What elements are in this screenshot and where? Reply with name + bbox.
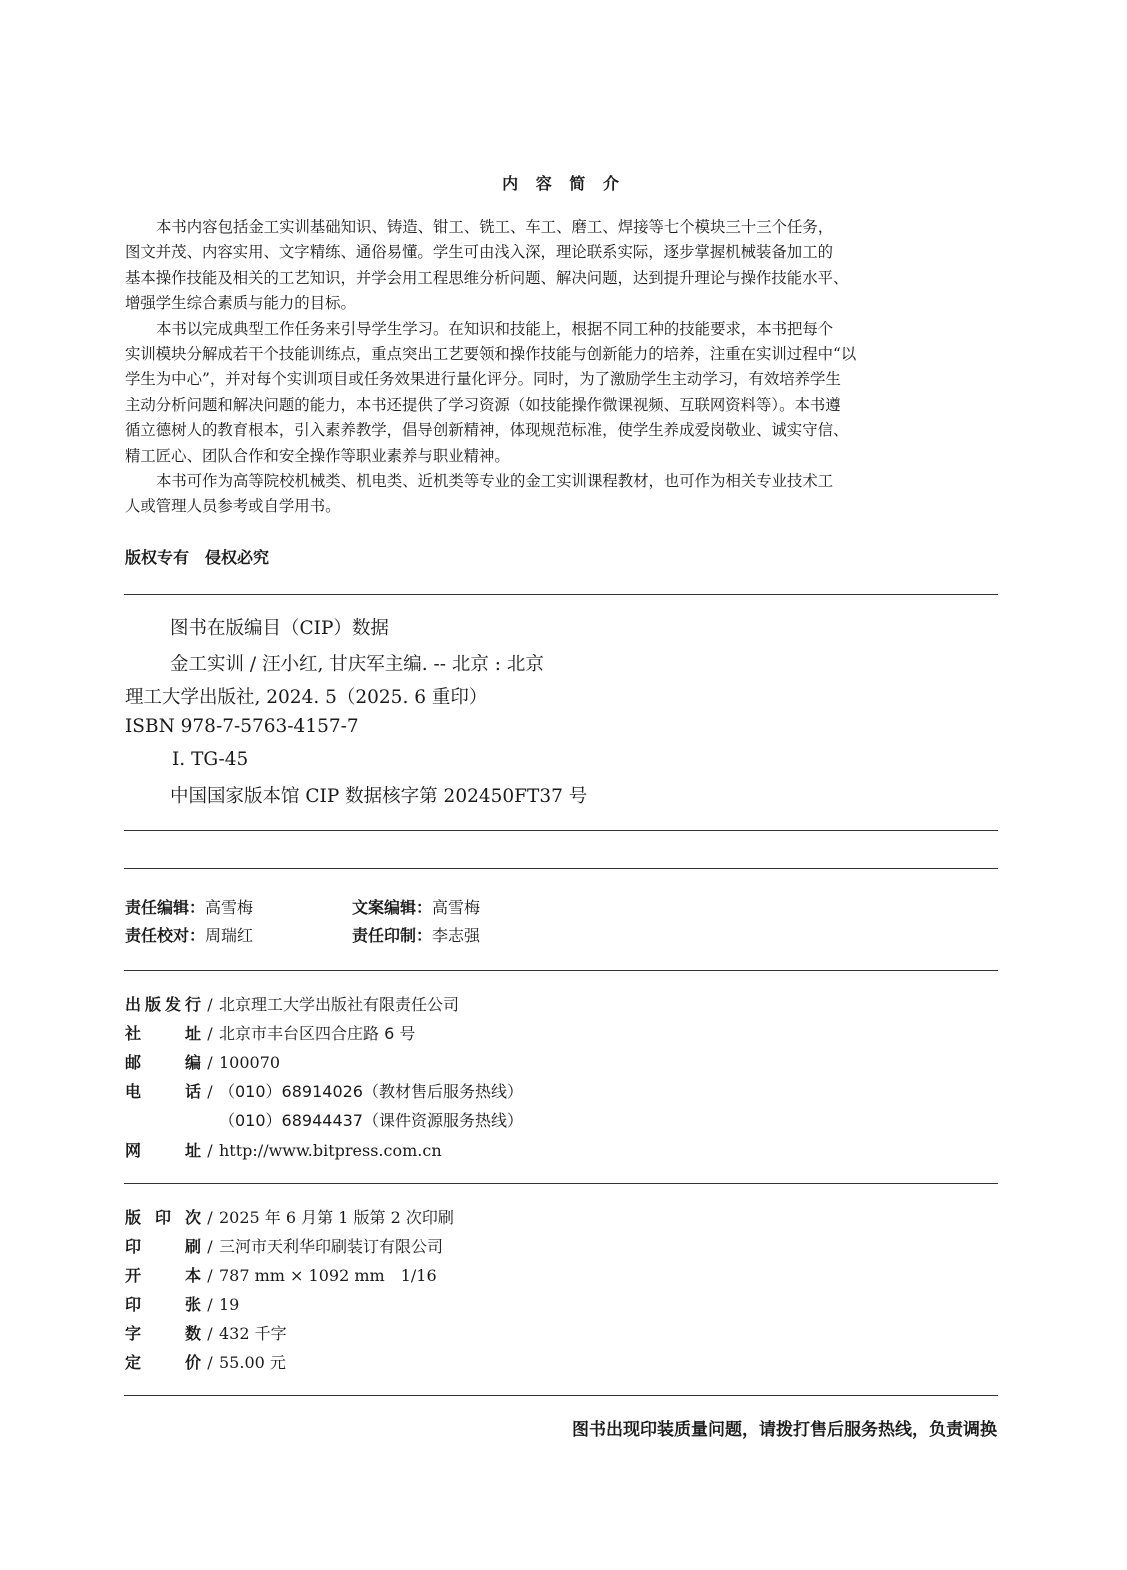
summary-line: 实训模块分解成若干个技能训练点，重点突出工艺要领和操作技能与创新能力的培养，注重在实训过程中“以 [125, 345, 857, 364]
copy-editor-value: 高雪梅 [432, 898, 481, 917]
cip-entry: 金工实训 / 汪小红, 甘庆军主编. -- 北京 : 北京 [170, 654, 544, 675]
print-supervisor-value: 李志强 [432, 926, 481, 945]
summary-line: 主动分析问题和解决问题的能力，本书还提供了学习资源（如技能操作微课视频、互联网资料等）。本书遵 [125, 395, 841, 414]
price-value: 55.00 元 [219, 1353, 286, 1372]
printer-label: 印刷 [125, 1237, 201, 1256]
separator: / [207, 1353, 213, 1372]
quality-notice: 图书出现印装质量问题，请拨打售后服务热线，负责调换 [572, 1420, 997, 1440]
cip-entry-continued: 理工大学出版社, 2024. 5（2025. 6 重印） [125, 687, 488, 708]
summary-line: 图文并茂、内容实用、文字精练、通俗易懂。学生可由浅入深，理论联系实际，逐步掌握机械装备加工的 [125, 243, 833, 262]
copy-editor-label: 文案编辑： [352, 898, 433, 917]
sheets-value: 19 [219, 1295, 240, 1314]
separator: / [207, 1295, 213, 1314]
separator: / [207, 1141, 213, 1160]
edition-label: 版印次 [125, 1208, 201, 1227]
separator: / [207, 1208, 213, 1227]
postcode-value: 100070 [219, 1053, 281, 1072]
responsible-editor [125, 895, 253, 918]
separator: / [207, 1053, 213, 1072]
address-row [125, 1021, 415, 1045]
format-label: 开本 [125, 1266, 201, 1285]
words-label: 字数 [125, 1324, 201, 1343]
divider [124, 868, 998, 869]
proofreader-label: 责任校对： [125, 926, 206, 945]
summary-paragraphs [125, 215, 997, 520]
summary-line: 增强学生综合素质与能力的目标。 [125, 294, 356, 313]
summary-line: 循立德树人的教育根本，引入素养教学，倡导创新精神，体现规范标准，使学生养成爱岗敬业、诚实守信、 [125, 421, 849, 440]
divider [124, 830, 998, 831]
address-value: 北京市丰台区四合庄路 6 号 [219, 1024, 416, 1043]
postcode-label: 邮编 [125, 1053, 201, 1072]
separator: / [207, 1082, 213, 1101]
section-title: 内 容 简 介 [502, 174, 625, 193]
website-value: http://www.bitpress.com.cn [219, 1141, 442, 1160]
cip-record-number: 中国国家版本馆 CIP 数据核字第 202450FT37 号 [170, 786, 588, 807]
printer-value: 三河市天利华印刷装订有限公司 [219, 1237, 444, 1256]
publisher-label: 出版发行 [125, 995, 201, 1014]
address-label: 社址 [125, 1024, 201, 1043]
separator: / [207, 1324, 213, 1343]
divider [124, 1395, 998, 1396]
divider [124, 594, 998, 595]
proofreader [125, 923, 253, 946]
phone-label: 电话 [125, 1082, 201, 1101]
separator: / [207, 1024, 213, 1043]
print-supervisor [352, 923, 480, 946]
format-row [125, 1263, 437, 1287]
summary-line: 学生为中心”，并对每个实训项目或任务效果进行量化评分。同时，为了激励学生主动学习，有效培养学生 [125, 370, 841, 389]
publisher-row [125, 992, 459, 1016]
divider [124, 1183, 998, 1184]
sheets-label: 印张 [125, 1295, 201, 1314]
summary-line: 精工匠心、团队合作和安全操作等职业素养与职业精神。 [125, 446, 510, 465]
printer-row [125, 1234, 443, 1258]
summary-line: 人或管理人员参考或自学用书。 [125, 497, 341, 516]
sheets-row [125, 1292, 239, 1316]
summary-line: 本书以完成典型工作任务来引导学生学习。在知识和技能上，根据不同工种的技能要求，本书把每个 [156, 319, 834, 338]
price-row [125, 1350, 286, 1374]
publisher-value: 北京理工大学出版社有限责任公司 [219, 995, 460, 1014]
separator: / [207, 995, 213, 1014]
proofreader-value: 周瑞红 [205, 926, 254, 945]
edition-row [125, 1205, 454, 1229]
separator: / [207, 1237, 213, 1256]
website-row [125, 1138, 442, 1162]
website-label: 网址 [125, 1141, 201, 1160]
edition-value: 2025 年 6 月第 1 版第 2 次印刷 [219, 1208, 454, 1227]
cip-isbn: ISBN 978-7-5763-4157-7 [125, 716, 359, 737]
phone-value-2: （010）68944437（课件资源服务热线） [219, 1111, 523, 1130]
summary-line: 基本操作技能及相关的工艺知识，并学会用工程思维分析问题、解决问题，达到提升理论与操作技能水平、 [125, 268, 849, 287]
divider [124, 970, 998, 971]
print-supervisor-label: 责任印制： [352, 926, 433, 945]
words-value: 432 千字 [219, 1324, 287, 1343]
words-row [125, 1321, 287, 1345]
separator: / [207, 1266, 213, 1285]
responsible-editor-label: 责任编辑： [125, 898, 206, 917]
phone-row-2 [125, 1108, 523, 1132]
copy-editor [352, 895, 480, 918]
phone-value-1: （010）68914026（教材售后服务热线） [219, 1082, 523, 1101]
phone-row [125, 1079, 523, 1103]
format-value: 787 mm × 1092 mm 1/16 [219, 1266, 437, 1285]
summary-line: 本书可作为高等院校机械类、机电类、近机类等专业的金工实训课程教材，也可作为相关专业技术工 [156, 472, 834, 491]
postcode-row [125, 1050, 280, 1074]
copyright-notice: 版权专有 侵权必究 [125, 548, 270, 567]
responsible-editor-value: 高雪梅 [205, 898, 254, 917]
cip-classification: Ⅰ. TG-45 [172, 749, 249, 770]
price-label: 定价 [125, 1353, 201, 1372]
cip-heading: 图书在版编目（CIP）数据 [170, 618, 389, 639]
summary-line: 本书内容包括金工实训基础知识、铸造、钳工、铣工、车工、磨工、焊接等七个模块三十三个任务， [156, 218, 834, 236]
